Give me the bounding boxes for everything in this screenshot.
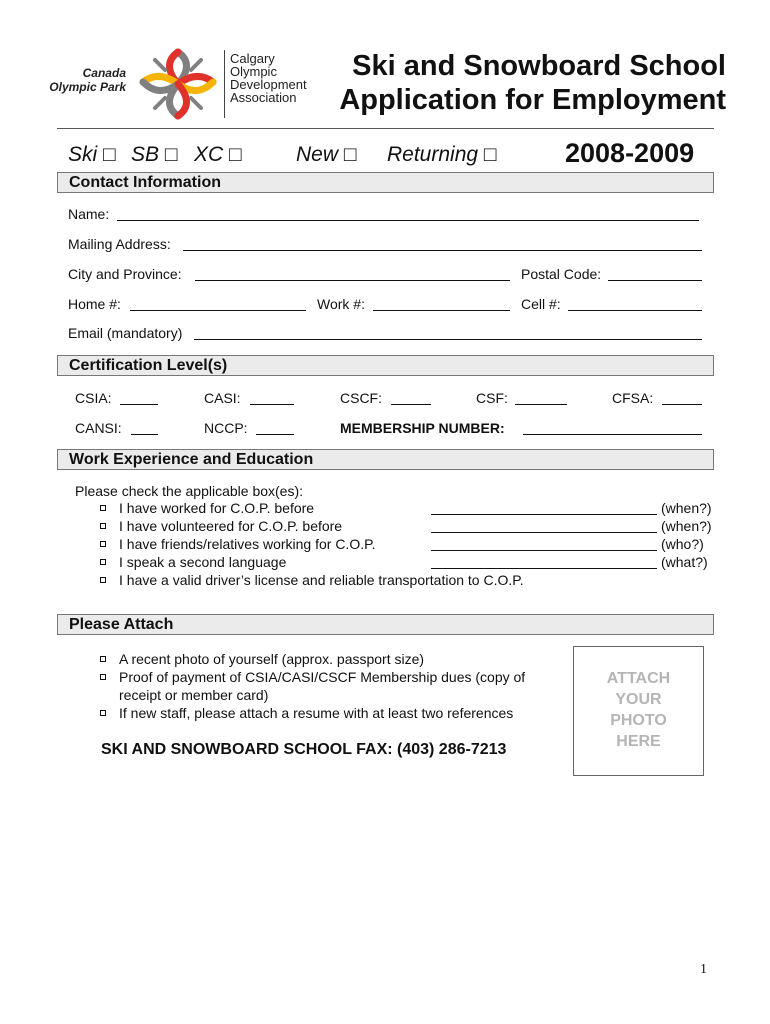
- checkbox-icon[interactable]: [100, 523, 106, 529]
- cansi-label: CANSI:: [75, 420, 122, 436]
- certification-section-header: [57, 355, 714, 376]
- experience-item-friends: I have friends/relatives working for C.O.P.: [119, 536, 376, 552]
- nccp-label: NCCP:: [204, 420, 248, 436]
- nccp-field[interactable]: [256, 434, 294, 435]
- cfsa-label: CFSA:: [612, 390, 654, 406]
- park-name: Canada Olympic Park: [49, 66, 126, 94]
- new-option[interactable]: New □: [296, 143, 357, 166]
- casi-field[interactable]: [250, 404, 294, 405]
- csf-field[interactable]: [515, 404, 567, 405]
- olympic-park-logo-icon: [133, 46, 223, 122]
- association-name: Calgary Olympic Development Association: [230, 51, 307, 105]
- checkbox-icon[interactable]: [100, 577, 106, 583]
- experience-item-language: I speak a second language: [119, 554, 287, 570]
- work-phone-field[interactable]: [373, 310, 510, 311]
- cell-phone-label: Cell #:: [521, 296, 561, 312]
- cscf-field[interactable]: [391, 404, 431, 405]
- cfsa-field[interactable]: [662, 404, 702, 405]
- experience-item-volunteered: I have volunteered for C.O.P. before: [119, 518, 343, 534]
- contact-section-header: [57, 172, 714, 193]
- mailing-address-label: Mailing Address:: [68, 236, 171, 252]
- cscf-label: CSCF:: [340, 390, 382, 406]
- certification-heading: Certification Level(s): [69, 357, 228, 374]
- logo-divider: [224, 50, 225, 118]
- experience-friends-suffix: (who?): [661, 536, 704, 552]
- city-province-label: City and Province:: [68, 266, 182, 282]
- checkbox-icon[interactable]: [100, 674, 106, 680]
- csf-label: CSF:: [476, 390, 508, 406]
- season-year: 2008-2009: [565, 138, 695, 168]
- experience-item-license: I have a valid driver’s license and reliable transportation to C.O.P.: [119, 572, 524, 588]
- home-phone-label: Home #:: [68, 296, 121, 312]
- name-field[interactable]: [117, 220, 699, 221]
- experience-language-suffix: (what?): [661, 554, 708, 570]
- experience-worked-suffix: (when?): [661, 500, 712, 516]
- checkbox-icon[interactable]: [100, 541, 106, 547]
- experience-intro: Please check the applicable box(es):: [75, 483, 304, 499]
- attach-item-membership-line2: receipt or member card): [119, 687, 269, 703]
- city-province-field[interactable]: [195, 280, 510, 281]
- csia-label: CSIA:: [75, 390, 112, 406]
- membership-number-label: MEMBERSHIP NUMBER:: [340, 420, 505, 436]
- mailing-address-field[interactable]: [183, 250, 702, 251]
- attach-section-header: [57, 614, 714, 635]
- experience-section-header: [57, 449, 714, 470]
- attach-item-membership-line1: Proof of payment of CSIA/CASI/CSCF Membership dues (copy of: [119, 669, 526, 685]
- home-phone-field[interactable]: [130, 310, 306, 311]
- returning-option[interactable]: Returning □: [387, 143, 497, 166]
- postal-code-field[interactable]: [608, 280, 702, 281]
- casi-label: CASI:: [204, 390, 241, 406]
- cansi-field[interactable]: [131, 434, 158, 435]
- experience-heading: Work Experience and Education: [69, 451, 314, 468]
- cell-phone-field[interactable]: [568, 310, 702, 311]
- photo-box[interactable]: [573, 646, 704, 776]
- attach-item-resume: If new staff, please attach a resume with at least two references: [119, 705, 514, 721]
- contact-heading: Contact Information: [69, 174, 221, 191]
- experience-volunteered-suffix: (when?): [661, 518, 712, 534]
- ski-option[interactable]: Ski □: [68, 143, 116, 166]
- csia-field[interactable]: [120, 404, 158, 405]
- name-label: Name:: [68, 206, 110, 222]
- experience-volunteered-field[interactable]: [431, 532, 657, 533]
- membership-number-field[interactable]: [523, 434, 702, 435]
- postal-code-label: Postal Code:: [521, 266, 602, 282]
- sb-option[interactable]: SB □: [131, 143, 178, 166]
- checkbox-icon[interactable]: [100, 505, 106, 511]
- checkbox-icon[interactable]: [100, 559, 106, 565]
- checkbox-icon[interactable]: [100, 710, 106, 716]
- fax-number: SKI AND SNOWBOARD SCHOOL FAX: (403) 286-7213: [101, 741, 507, 758]
- attach-heading: Please Attach: [69, 616, 174, 633]
- experience-language-field[interactable]: [431, 568, 657, 569]
- email-label: Email (mandatory): [68, 325, 183, 341]
- work-phone-label: Work #:: [317, 296, 365, 312]
- experience-item-worked: I have worked for C.O.P. before: [119, 500, 315, 516]
- checkbox-icon[interactable]: [100, 656, 106, 662]
- page-title: Ski and Snowboard School Application for Employment: [339, 50, 726, 116]
- page-number: 1: [700, 962, 707, 977]
- experience-friends-field[interactable]: [431, 550, 657, 551]
- photo-box-label: ATTACH YOUR PHOTO HERE: [606, 670, 671, 750]
- email-field[interactable]: [194, 339, 702, 340]
- attach-item-photo: A recent photo of yourself (approx. passport size): [119, 651, 425, 667]
- experience-worked-field[interactable]: [431, 514, 657, 515]
- xc-option[interactable]: XC □: [194, 143, 242, 166]
- header-rule: [57, 128, 714, 129]
